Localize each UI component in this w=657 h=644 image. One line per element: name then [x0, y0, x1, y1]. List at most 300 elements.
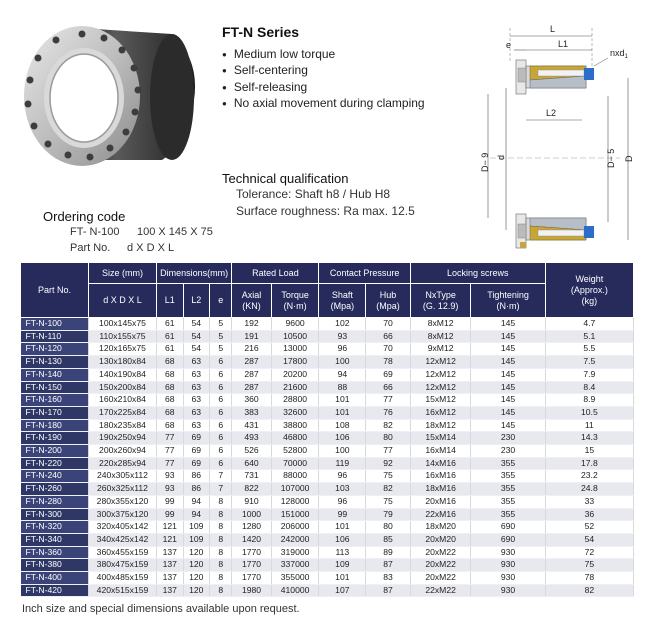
cell-e: 6 [210, 406, 232, 419]
cell-l2: 86 [183, 483, 210, 496]
cell-l1: 99 [156, 508, 183, 521]
cell-e: 7 [210, 483, 232, 496]
cell-shaft: 107 [319, 584, 366, 597]
cell-shaft: 101 [319, 394, 366, 407]
cell-l2: 109 [183, 533, 210, 546]
header-axial: Axial (KN) [232, 284, 271, 318]
cell-weight: 7.5 [545, 356, 633, 369]
cell-torque: 28800 [271, 394, 319, 407]
cell-axial: 1980 [232, 584, 271, 597]
table-row [21, 406, 634, 419]
cell-l1: 137 [156, 584, 183, 597]
cell-l1: 77 [156, 445, 183, 458]
cell-e: 6 [210, 394, 232, 407]
cell-size: 340x425x142 [88, 533, 156, 546]
cell-torque: 52800 [271, 445, 319, 458]
cell-e: 6 [210, 432, 232, 445]
cell-size: 200x260x94 [88, 445, 156, 458]
cell-part-no: FT-N-360 [21, 546, 89, 559]
cell-axial: 526 [232, 445, 271, 458]
cell-l1: 137 [156, 572, 183, 585]
cell-tightening: 145 [471, 343, 545, 356]
cell-part-no: FT-N-110 [21, 330, 89, 343]
feature-item: ● Self-centering [222, 62, 425, 78]
cell-tightening: 145 [471, 318, 545, 331]
cell-l2: 54 [183, 318, 210, 331]
series-title: FT-N Series [222, 24, 300, 40]
cell-tightening: 145 [471, 419, 545, 432]
header-l1: L1 [156, 284, 183, 318]
spec-table-body [21, 318, 634, 597]
cell-weight: 8.9 [545, 394, 633, 407]
cell-shaft: 100 [319, 445, 366, 458]
cell-shaft: 106 [319, 533, 366, 546]
cell-size: 400x485x159 [88, 572, 156, 585]
feature-item: ● Medium low torque [222, 46, 425, 62]
cell-weight: 54 [545, 533, 633, 546]
cell-weight: 14.3 [545, 432, 633, 445]
cell-size: 100x145x75 [88, 318, 156, 331]
cell-part-no: FT-N-140 [21, 368, 89, 381]
cell-axial: 493 [232, 432, 271, 445]
header-torque: Torque (N·m) [271, 284, 319, 318]
cell-part-no: FT-N-100 [21, 318, 89, 331]
label-d5: D− 5 [606, 148, 616, 168]
cell-size: 300x375x120 [88, 508, 156, 521]
surface-roughness-text: Surface roughness: Ra max. 12.5 [236, 204, 415, 218]
cell-part-no: FT-N-130 [21, 356, 89, 369]
cell-part-no: FT-N-150 [21, 381, 89, 394]
cell-torque: 410000 [271, 584, 319, 597]
cell-shaft: 109 [319, 559, 366, 572]
cell-weight: 52 [545, 521, 633, 534]
label-d-outer: D [624, 155, 634, 162]
cell-shaft: 101 [319, 521, 366, 534]
cell-weight: 82 [545, 584, 633, 597]
cell-tightening: 690 [471, 521, 545, 534]
table-row [21, 572, 634, 585]
cell-torque: 13000 [271, 343, 319, 356]
cell-e: 7 [210, 470, 232, 483]
cell-part-no: FT-N-320 [21, 521, 89, 534]
cell-nxtype: 16xM16 [410, 470, 471, 483]
cell-part-no: FT-N-170 [21, 406, 89, 419]
tolerance-text: Tolerance: Shaft h8 / Hub H8 [236, 187, 391, 201]
cell-e: 6 [210, 356, 232, 369]
cell-tightening: 355 [471, 470, 545, 483]
table-row [21, 521, 634, 534]
cell-e: 6 [210, 381, 232, 394]
ordering-code-example-dims: 100 X 145 X 75 [137, 226, 213, 238]
cell-shaft: 106 [319, 432, 366, 445]
ordering-code-title: Ordering code [43, 209, 126, 224]
cell-nxtype: 15xM12 [410, 394, 471, 407]
cell-size: 190x250x94 [88, 432, 156, 445]
cell-nxtype: 22xM22 [410, 584, 471, 597]
cell-nxtype: 20xM16 [410, 495, 471, 508]
cell-nxtype: 14xM16 [410, 457, 471, 470]
cell-size: 260x325x112 [88, 483, 156, 496]
cell-l1: 121 [156, 521, 183, 534]
cell-hub: 75 [366, 495, 411, 508]
cell-size: 380x475x159 [88, 559, 156, 572]
cell-axial: 1770 [232, 546, 271, 559]
header-size: Size (mm) [88, 263, 156, 284]
cell-axial: 1280 [232, 521, 271, 534]
cell-shaft: 102 [319, 318, 366, 331]
cell-shaft: 96 [319, 495, 366, 508]
cell-l2: 63 [183, 394, 210, 407]
cell-weight: 11 [545, 419, 633, 432]
cell-nxtype: 18xM12 [410, 419, 471, 432]
cell-weight: 24.8 [545, 483, 633, 496]
cell-torque: 10500 [271, 330, 319, 343]
header-dimensions: Dimensions(mm) [156, 263, 231, 284]
cell-e: 6 [210, 457, 232, 470]
cell-hub: 79 [366, 508, 411, 521]
cell-nxtype: 18xM20 [410, 521, 471, 534]
cell-axial: 191 [232, 330, 271, 343]
cell-tightening: 145 [471, 381, 545, 394]
cell-weight: 5.1 [545, 330, 633, 343]
cell-hub: 75 [366, 470, 411, 483]
label-e: e [506, 40, 512, 50]
cell-size: 170x225x84 [88, 406, 156, 419]
screw-bottom [584, 226, 594, 238]
cell-tightening: 145 [471, 330, 545, 343]
cell-part-no: FT-N-380 [21, 559, 89, 572]
cell-e: 8 [210, 508, 232, 521]
cell-axial: 1420 [232, 533, 271, 546]
cell-weight: 75 [545, 559, 633, 572]
cell-axial: 287 [232, 368, 271, 381]
cell-weight: 15 [545, 445, 633, 458]
table-row [21, 457, 634, 470]
cell-weight: 23.2 [545, 470, 633, 483]
cell-nxtype: 20xM22 [410, 572, 471, 585]
cell-l2: 63 [183, 368, 210, 381]
cell-l2: 120 [183, 546, 210, 559]
cell-l1: 121 [156, 533, 183, 546]
label-d9: D− 9 [480, 152, 490, 172]
header-contact-pressure: Contact Pressure [319, 263, 410, 284]
cell-torque: 319000 [271, 546, 319, 559]
cell-axial: 1770 [232, 559, 271, 572]
cell-part-no: FT-N-220 [21, 457, 89, 470]
cell-l1: 61 [156, 343, 183, 356]
cell-nxtype: 20xM22 [410, 559, 471, 572]
cell-e: 8 [210, 584, 232, 597]
spec-table [20, 262, 634, 597]
cell-tightening: 230 [471, 432, 545, 445]
cell-hub: 89 [366, 546, 411, 559]
part-no-label: Part No. [70, 242, 111, 254]
cell-e: 8 [210, 572, 232, 585]
cell-size: 110x155x75 [88, 330, 156, 343]
header-part-no: Part No. [21, 263, 89, 318]
cell-l1: 77 [156, 457, 183, 470]
cell-hub: 77 [366, 394, 411, 407]
cell-torque: 128000 [271, 495, 319, 508]
cell-part-no: FT-N-280 [21, 495, 89, 508]
cell-axial: 287 [232, 381, 271, 394]
cell-torque: 38800 [271, 419, 319, 432]
cell-part-no: FT-N-340 [21, 533, 89, 546]
cell-hub: 77 [366, 445, 411, 458]
label-l2: L2 [546, 108, 557, 118]
cell-tightening: 930 [471, 572, 545, 585]
cell-tightening: 930 [471, 584, 545, 597]
cell-torque: 206000 [271, 521, 319, 534]
cell-hub: 76 [366, 406, 411, 419]
cell-hub: 70 [366, 343, 411, 356]
table-row [21, 546, 634, 559]
cell-l2: 120 [183, 584, 210, 597]
cell-part-no: FT-N-160 [21, 394, 89, 407]
table-row [21, 432, 634, 445]
cell-e: 6 [210, 445, 232, 458]
cell-hub: 82 [366, 419, 411, 432]
cell-e: 8 [210, 521, 232, 534]
cell-tightening: 355 [471, 457, 545, 470]
cell-nxtype: 8xM12 [410, 330, 471, 343]
cell-e: 8 [210, 495, 232, 508]
table-row [21, 533, 634, 546]
cell-nxtype: 18xM16 [410, 483, 471, 496]
cell-hub: 70 [366, 318, 411, 331]
cell-shaft: 113 [319, 546, 366, 559]
cell-nxtype: 16xM14 [410, 445, 471, 458]
cell-l2: 109 [183, 521, 210, 534]
cell-axial: 192 [232, 318, 271, 331]
cell-nxtype: 9xM12 [410, 343, 471, 356]
cell-axial: 910 [232, 495, 271, 508]
cell-torque: 151000 [271, 508, 319, 521]
table-row [21, 559, 634, 572]
label-l: L [550, 24, 556, 34]
cell-hub: 92 [366, 457, 411, 470]
cell-nxtype: 8xM12 [410, 318, 471, 331]
cell-axial: 360 [232, 394, 271, 407]
cell-weight: 5.5 [545, 343, 633, 356]
cell-shaft: 101 [319, 572, 366, 585]
cell-l1: 61 [156, 330, 183, 343]
cell-torque: 21600 [271, 381, 319, 394]
cell-e: 8 [210, 533, 232, 546]
cell-l1: 68 [156, 419, 183, 432]
table-row [21, 495, 634, 508]
cell-hub: 78 [366, 356, 411, 369]
cell-l2: 94 [183, 495, 210, 508]
feature-item: ● Self-releasing [222, 79, 425, 95]
cell-weight: 7.9 [545, 368, 633, 381]
header-l2: L2 [183, 284, 210, 318]
cell-tightening: 145 [471, 356, 545, 369]
cell-tightening: 355 [471, 508, 545, 521]
cell-size: 130x180x84 [88, 356, 156, 369]
header-tightening: Tightening (N·m) [471, 284, 545, 318]
cell-l2: 63 [183, 419, 210, 432]
cell-torque: 107000 [271, 483, 319, 496]
cell-tightening: 355 [471, 483, 545, 496]
part-no-dims: d X D X L [127, 242, 175, 254]
cell-e: 8 [210, 546, 232, 559]
cell-nxtype: 12xM12 [410, 368, 471, 381]
cell-shaft: 100 [319, 356, 366, 369]
cell-l2: 69 [183, 457, 210, 470]
cell-weight: 72 [545, 546, 633, 559]
cell-torque: 9600 [271, 318, 319, 331]
cell-l2: 94 [183, 508, 210, 521]
cell-axial: 287 [232, 356, 271, 369]
cell-torque: 32600 [271, 406, 319, 419]
header-hub: Hub (Mpa) [366, 284, 411, 318]
cell-l2: 69 [183, 445, 210, 458]
ordering-code-example: FT- N-100 [70, 226, 120, 238]
cell-weight: 36 [545, 508, 633, 521]
cell-tightening: 690 [471, 533, 545, 546]
cell-l2: 54 [183, 330, 210, 343]
cell-axial: 731 [232, 470, 271, 483]
cell-size: 220x285x94 [88, 457, 156, 470]
cell-hub: 87 [366, 584, 411, 597]
table-row [21, 483, 634, 496]
cell-tightening: 230 [471, 445, 545, 458]
cell-l1: 68 [156, 381, 183, 394]
cell-axial: 383 [232, 406, 271, 419]
table-row [21, 381, 634, 394]
cell-torque: 242000 [271, 533, 319, 546]
cell-e: 6 [210, 368, 232, 381]
cell-nxtype: 20xM20 [410, 533, 471, 546]
cell-nxtype: 16xM12 [410, 406, 471, 419]
cell-torque: 20200 [271, 368, 319, 381]
cell-l2: 54 [183, 343, 210, 356]
cell-e: 8 [210, 559, 232, 572]
cell-torque: 17800 [271, 356, 319, 369]
cell-l1: 137 [156, 559, 183, 572]
cell-axial: 822 [232, 483, 271, 496]
cell-l1: 93 [156, 470, 183, 483]
cell-hub: 83 [366, 572, 411, 585]
screw-top [584, 68, 594, 80]
cell-size: 320x405x142 [88, 521, 156, 534]
cell-part-no: FT-N-120 [21, 343, 89, 356]
header-weight: Weight (Approx.) (kg) [545, 263, 633, 318]
cell-hub: 66 [366, 381, 411, 394]
cell-shaft: 108 [319, 419, 366, 432]
cell-l2: 120 [183, 572, 210, 585]
cell-part-no: FT-N-420 [21, 584, 89, 597]
feature-item: ● No axial movement during clamping [222, 95, 425, 111]
cell-shaft: 96 [319, 343, 366, 356]
header-size-sub: d X D X L [88, 284, 156, 318]
cell-size: 240x305x112 [88, 470, 156, 483]
cell-axial: 216 [232, 343, 271, 356]
cell-size: 140x190x84 [88, 368, 156, 381]
header-locking-screws: Locking screws [410, 263, 545, 284]
cell-hub: 69 [366, 368, 411, 381]
cell-size: 180x235x84 [88, 419, 156, 432]
cell-shaft: 99 [319, 508, 366, 521]
cell-part-no: FT-N-180 [21, 419, 89, 432]
cell-l1: 93 [156, 483, 183, 496]
cell-torque: 70000 [271, 457, 319, 470]
cell-hub: 82 [366, 483, 411, 496]
cell-tightening: 930 [471, 559, 545, 572]
label-d: d [496, 154, 506, 160]
table-row [21, 368, 634, 381]
cell-part-no: FT-N-300 [21, 508, 89, 521]
cell-torque: 46800 [271, 432, 319, 445]
cell-hub: 80 [366, 521, 411, 534]
cell-l1: 68 [156, 394, 183, 407]
cell-hub: 85 [366, 533, 411, 546]
feature-list [222, 46, 425, 112]
cell-nxtype: 15xM14 [410, 432, 471, 445]
cell-torque: 337000 [271, 559, 319, 572]
cell-size: 420x515x159 [88, 584, 156, 597]
cell-weight: 78 [545, 572, 633, 585]
cell-axial: 1770 [232, 572, 271, 585]
table-row [21, 394, 634, 407]
cell-weight: 17.8 [545, 457, 633, 470]
cell-l2: 69 [183, 432, 210, 445]
cell-weight: 33 [545, 495, 633, 508]
cell-tightening: 145 [471, 368, 545, 381]
cell-shaft: 88 [319, 381, 366, 394]
cell-l1: 137 [156, 546, 183, 559]
cell-e: 6 [210, 419, 232, 432]
cell-tightening: 930 [471, 546, 545, 559]
cell-l2: 63 [183, 356, 210, 369]
header-nxtype: NxType (G. 12.9) [410, 284, 471, 318]
cell-hub: 87 [366, 559, 411, 572]
cell-nxtype: 20xM22 [410, 546, 471, 559]
header-shaft: Shaft (Mpa) [319, 284, 366, 318]
header-e: e [210, 284, 232, 318]
technical-qualification-title: Technical qualification [222, 171, 349, 186]
table-row [21, 356, 634, 369]
table-row [21, 470, 634, 483]
table-row [21, 318, 634, 331]
cell-l1: 99 [156, 495, 183, 508]
cell-e: 5 [210, 330, 232, 343]
cell-l1: 77 [156, 432, 183, 445]
cell-l2: 120 [183, 559, 210, 572]
cell-shaft: 101 [319, 406, 366, 419]
cell-l1: 68 [156, 406, 183, 419]
cell-e: 5 [210, 343, 232, 356]
cell-size: 120x165x75 [88, 343, 156, 356]
label-l1: L1 [558, 39, 569, 49]
cell-l1: 68 [156, 368, 183, 381]
cell-shaft: 96 [319, 470, 366, 483]
table-row [21, 419, 634, 432]
cell-tightening: 145 [471, 394, 545, 407]
technical-drawing [470, 18, 650, 250]
cell-part-no: FT-N-190 [21, 432, 89, 445]
table-row [21, 330, 634, 343]
cell-size: 360x455x159 [88, 546, 156, 559]
cell-torque: 355000 [271, 572, 319, 585]
cell-weight: 4.7 [545, 318, 633, 331]
label-nxd1: nxd$_1$ [610, 48, 628, 60]
table-row [21, 343, 634, 356]
cell-size: 150x200x84 [88, 381, 156, 394]
footnote: Inch size and special dimensions available upon request. [22, 603, 300, 615]
cell-l1: 61 [156, 318, 183, 331]
